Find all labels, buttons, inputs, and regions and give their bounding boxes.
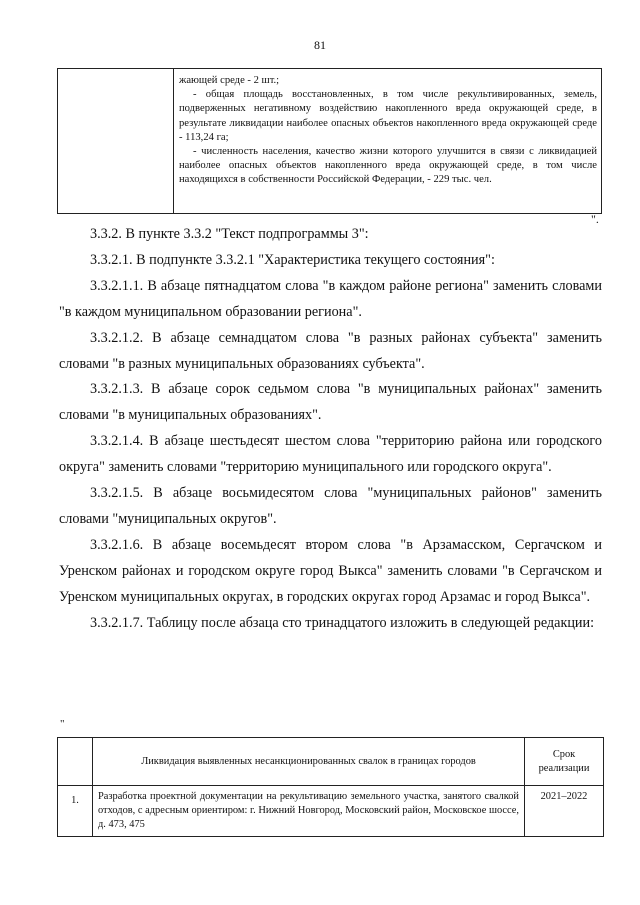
opening-quote: " — [60, 718, 65, 730]
table-empty-cell — [58, 69, 174, 213]
paragraph: 3.3.2.1.7. Таблицу после абзаца сто тринадцатого изложить в следующей редакции: — [90, 614, 595, 631]
paragraph: 3.3.2.1.4. В абзаце шестьдесят шестом слова "территорию района или городского округа" заменить словами "территорию муниципального или городского округа". — [59, 433, 602, 476]
paragraph: 3.3.2.1.5. В абзаце восьмидесятом слова "муниципальных районов" заменить словами "муниципальных округов". — [59, 485, 602, 527]
row-text-cell: Разработка проектной документации на рекультивацию земельного участка, занятого свалкой отходов, с адресным ориентиром: г. Нижний Новгород, Московский район, Московское шоссе, д. 473, 475 — [93, 786, 525, 837]
paragraph: 3.3.2.1.6. В абзаце восемьдесят втором слова "в Арзамасском, Сергачском и Уренском районах и городском округе город Выкса" заменить словами "в Сергачском и Уренском муниципальных округах, в городских округах город Арзамас и город Выкса". — [59, 536, 602, 605]
table-header-row — [58, 738, 604, 786]
table-line: - общая площадь восстановленных, в том числе рекультивированных, земель, подверженных негативному воздействию накопленного вреда окружающей среде, в результате ликвидации наиболее опасных объектов накопленного вреда окружающей среде - 113,24 га; — [179, 89, 597, 143]
paragraph: 3.3.2.1.3. В абзаце сорок седьмом слова "в муниципальных районах" заменить словами "в муниципальных образованиях". — [59, 381, 602, 424]
paragraph: 3.3.2.1.2. В абзаце семнадцатом слова "в разных районах субъекта" заменить словами "в разных муниципальных образованиях субъекта". — [59, 329, 602, 372]
paragraph: 3.3.2.1.1. В абзаце пятнадцатом слова "в каждом районе региона" заменить словами "в каждом муниципальном образовании региона". — [59, 277, 602, 320]
table-line: - численность населения, качество жизни которого улучшится в связи с ликвидацией наиболее опасных объектов накопленного вреда окружающей среде, в том числе находящихся в собственности Российской Федерации, - 229 тыс. чел. — [179, 146, 597, 186]
table-text-cell — [174, 69, 601, 213]
document-body — [59, 222, 602, 637]
landfill-table — [57, 737, 604, 837]
table-row — [58, 786, 604, 837]
header-title-cell: Ликвидация выявленных несанкционированных свалок в границах городов — [93, 738, 525, 786]
table-line: жающей среде - 2 шт.; — [179, 75, 280, 86]
paragraph: 3.3.2.1. В подпункте 3.3.2.1 "Характеристика текущего состояния": — [90, 251, 495, 268]
page-number: 81 — [314, 38, 326, 52]
continuation-table — [57, 68, 602, 214]
paragraph: 3.3.2. В пункте 3.3.2 "Текст подпрограммы 3": — [90, 226, 369, 242]
header-term-cell: Срок реализации — [525, 738, 604, 786]
row-term-cell: 2021–2022 — [525, 786, 604, 837]
closing-quote: ". — [591, 212, 599, 226]
header-number-cell — [58, 738, 93, 786]
row-number-cell: 1. — [58, 786, 93, 837]
